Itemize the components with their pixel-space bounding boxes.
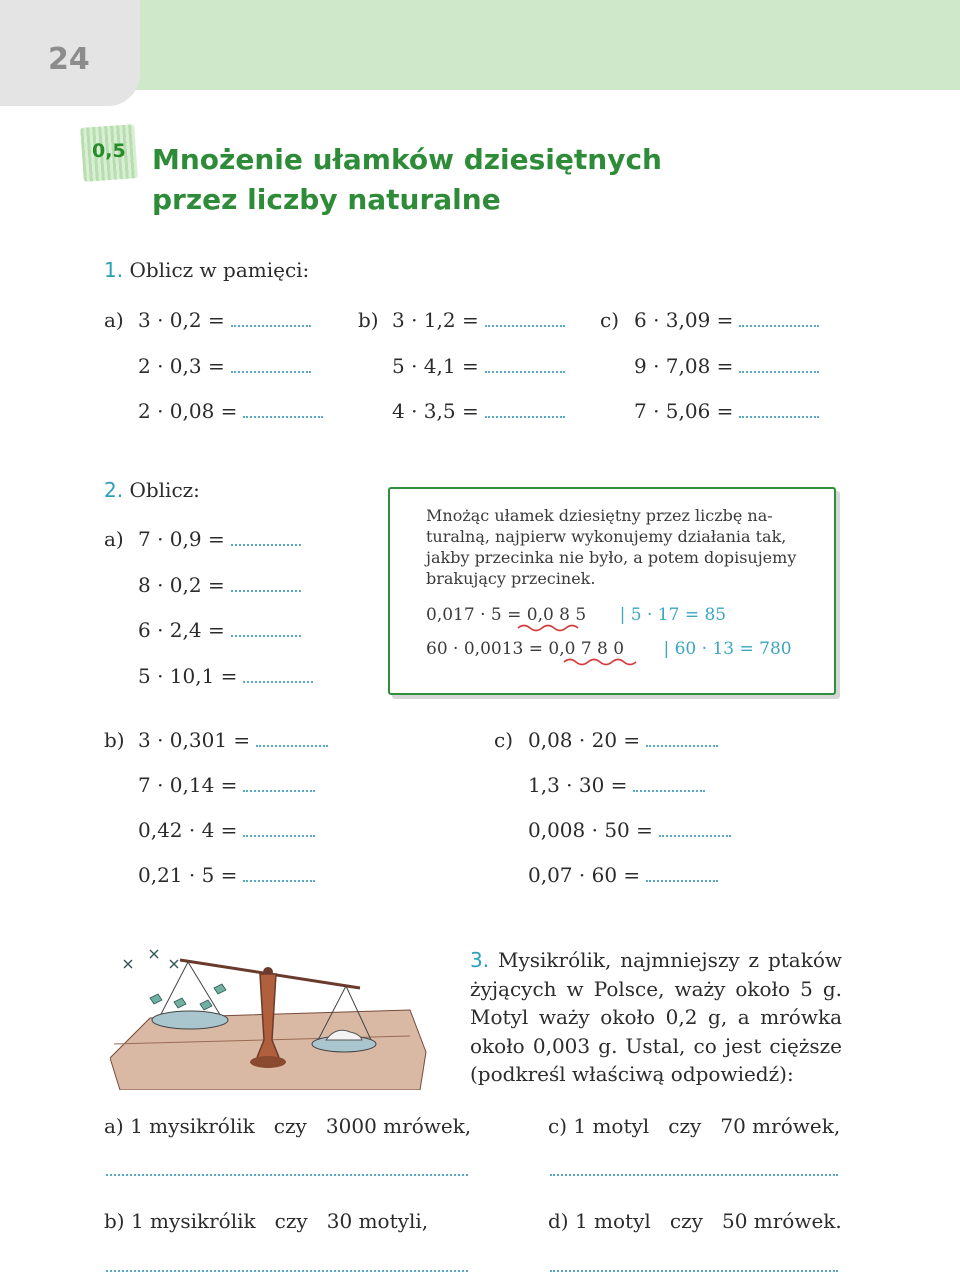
task2-instruction: Oblicz:	[129, 478, 200, 502]
answer-line[interactable]	[106, 1268, 468, 1272]
answer-field[interactable]	[485, 357, 565, 373]
task2-c-row	[528, 863, 718, 887]
answer-line[interactable]	[550, 1172, 838, 1176]
task2-a-row	[138, 664, 313, 688]
task3-item-b[interactable]	[104, 1209, 428, 1233]
answer-field[interactable]	[231, 311, 311, 327]
task2-a-expr: 7 · 0,9 =	[138, 527, 225, 551]
task1-c-row	[634, 354, 819, 378]
task2-c-expr: 1,3 · 30 =	[528, 773, 628, 797]
example-1	[426, 605, 726, 625]
task3-item-text: 1 motyl czy 70 mrówek,	[573, 1114, 841, 1138]
section-badge	[80, 124, 138, 182]
task2-a-expr: 6 · 2,4 =	[138, 618, 225, 642]
answer-field[interactable]	[659, 821, 731, 837]
task2-b-row	[138, 773, 315, 797]
task3-item-text: 1 mysikrólik czy 30 motyli,	[130, 1209, 429, 1233]
task3-item-text: 1 motyl czy 50 mrówek.	[574, 1209, 842, 1233]
task3-item-label: d)	[548, 1209, 569, 1233]
answer-field[interactable]	[485, 311, 565, 327]
task3-item-text: 1 mysikrólik czy 3000 mrówek,	[130, 1114, 472, 1138]
task2-a-row	[138, 618, 301, 642]
task3-item-c[interactable]	[548, 1114, 840, 1138]
task2-b-expr: 0,21 · 5 =	[138, 863, 238, 887]
task2-b-row	[138, 863, 315, 887]
task3-item-label: c)	[548, 1114, 568, 1138]
example-1-expr: 0,017 · 5 = 0,0 8 5	[426, 605, 587, 625]
section-title-line1: Mnożenie ułamków dziesiętnych	[152, 143, 662, 176]
task2-a-row	[138, 527, 301, 551]
task2-b-row	[138, 818, 315, 842]
answer-field[interactable]	[646, 731, 718, 747]
task1-b-row	[392, 354, 565, 378]
task3-item-d[interactable]	[548, 1209, 842, 1233]
rule-line: brakujący przecinek.	[426, 569, 596, 588]
task1-instruction: Oblicz w pamięci:	[129, 258, 310, 282]
answer-field[interactable]	[739, 402, 819, 418]
example-2-note: | 60 · 13 = 780	[663, 639, 792, 659]
task1-heading	[104, 258, 309, 282]
task1-a-label: a)	[104, 308, 124, 332]
answer-field[interactable]	[231, 357, 311, 373]
task1-c-label: c)	[600, 308, 620, 332]
task2-heading	[104, 478, 200, 502]
task1-a-row	[138, 308, 311, 332]
task1-c-row	[634, 399, 819, 423]
wavy-mark-icon	[562, 657, 652, 667]
task2-c-row	[528, 728, 718, 752]
example-1-note: | 5 · 17 = 85	[619, 605, 727, 625]
task1-a-expr: 3 · 0,2 =	[138, 308, 225, 332]
answer-field[interactable]	[243, 866, 315, 882]
answer-field[interactable]	[231, 530, 301, 546]
example-2	[426, 639, 792, 659]
section-title	[152, 140, 662, 220]
answer-field[interactable]	[485, 402, 565, 418]
task1-c-expr: 9 · 7,08 =	[634, 354, 734, 378]
answer-field[interactable]	[633, 776, 705, 792]
task1-number: 1.	[104, 258, 124, 282]
task2-c-label: c)	[494, 728, 514, 752]
task3-item-label: b)	[104, 1209, 125, 1233]
rule-line: turalną, najpierw wykonujemy działania tak,	[426, 527, 787, 546]
task2-c-expr: 0,08 · 20 =	[528, 728, 641, 752]
answer-line[interactable]	[106, 1172, 468, 1176]
answer-field[interactable]	[243, 776, 315, 792]
answer-field[interactable]	[231, 576, 301, 592]
section-title-line2: przez liczby naturalne	[152, 183, 501, 216]
task1-a-row	[138, 399, 323, 423]
rule-line: jakby przecinka nie było, a potem dopisujemy	[426, 548, 797, 567]
task1-b-row	[392, 308, 565, 332]
task3-text: Mysikrólik, najmniejszy z ptaków żyjących w Polsce, waży około 5 g. Motyl waży około 0,2 g, a mrówka około 0,003 g. Ustal, co jest cięższe (podkreśl właściwą odpowiedź):	[470, 948, 843, 1086]
task2-a-label: a)	[104, 527, 124, 551]
task2-c-row	[528, 818, 731, 842]
task2-b-expr: 7 · 0,14 =	[138, 773, 238, 797]
answer-field[interactable]	[739, 357, 819, 373]
answer-field[interactable]	[256, 731, 328, 747]
task1-b-row	[392, 399, 565, 423]
example-2-expr: 60 · 0,0013 = 0,0 7 8 0	[426, 639, 625, 659]
task2-a-row	[138, 573, 301, 597]
rule-text	[426, 505, 806, 589]
task1-b-label: b)	[358, 308, 379, 332]
task1-b-expr: 4 · 3,5 =	[392, 399, 479, 423]
answer-field[interactable]	[231, 621, 301, 637]
header-band	[104, 0, 960, 90]
answer-field[interactable]	[739, 311, 819, 327]
task1-c-expr: 6 · 3,09 =	[634, 308, 734, 332]
task1-a-expr: 2 · 0,08 =	[138, 399, 238, 423]
task1-b-expr: 3 · 1,2 =	[392, 308, 479, 332]
rule-box	[388, 487, 836, 695]
page-number: 24	[48, 42, 90, 77]
task2-c-row	[528, 773, 705, 797]
section-badge-label: 0,5	[92, 140, 126, 163]
task2-b-expr: 0,42 · 4 =	[138, 818, 238, 842]
task1-c-expr: 7 · 5,06 =	[634, 399, 734, 423]
task1-c-row	[634, 308, 819, 332]
balance-scale-illustration	[110, 940, 430, 1090]
task1-a-expr: 2 · 0,3 =	[138, 354, 225, 378]
task2-b-label: b)	[104, 728, 125, 752]
task2-number: 2.	[104, 478, 124, 502]
task2-a-expr: 5 · 10,1 =	[138, 664, 238, 688]
answer-field[interactable]	[243, 667, 313, 683]
task2-b-expr: 3 · 0,301 =	[138, 728, 251, 752]
answer-line[interactable]	[550, 1268, 838, 1272]
answer-field[interactable]	[646, 866, 718, 882]
answer-field[interactable]	[243, 821, 315, 837]
task1-b-expr: 5 · 4,1 =	[392, 354, 479, 378]
task2-a-expr: 8 · 0,2 =	[138, 573, 225, 597]
rule-line: Mnożąc ułamek dziesiętny przez liczbę na-	[426, 506, 773, 525]
task3-item-a[interactable]	[104, 1114, 471, 1138]
task2-c-expr: 0,07 · 60 =	[528, 863, 641, 887]
answer-field[interactable]	[243, 402, 323, 418]
task3-item-label: a)	[104, 1114, 124, 1138]
task2-c-expr: 0,008 · 50 =	[528, 818, 653, 842]
task1-a-row	[138, 354, 311, 378]
task2-b-row	[138, 728, 328, 752]
wavy-mark-icon	[516, 623, 596, 633]
task3-number: 3.	[470, 948, 490, 972]
task3-text-block	[470, 946, 842, 1089]
